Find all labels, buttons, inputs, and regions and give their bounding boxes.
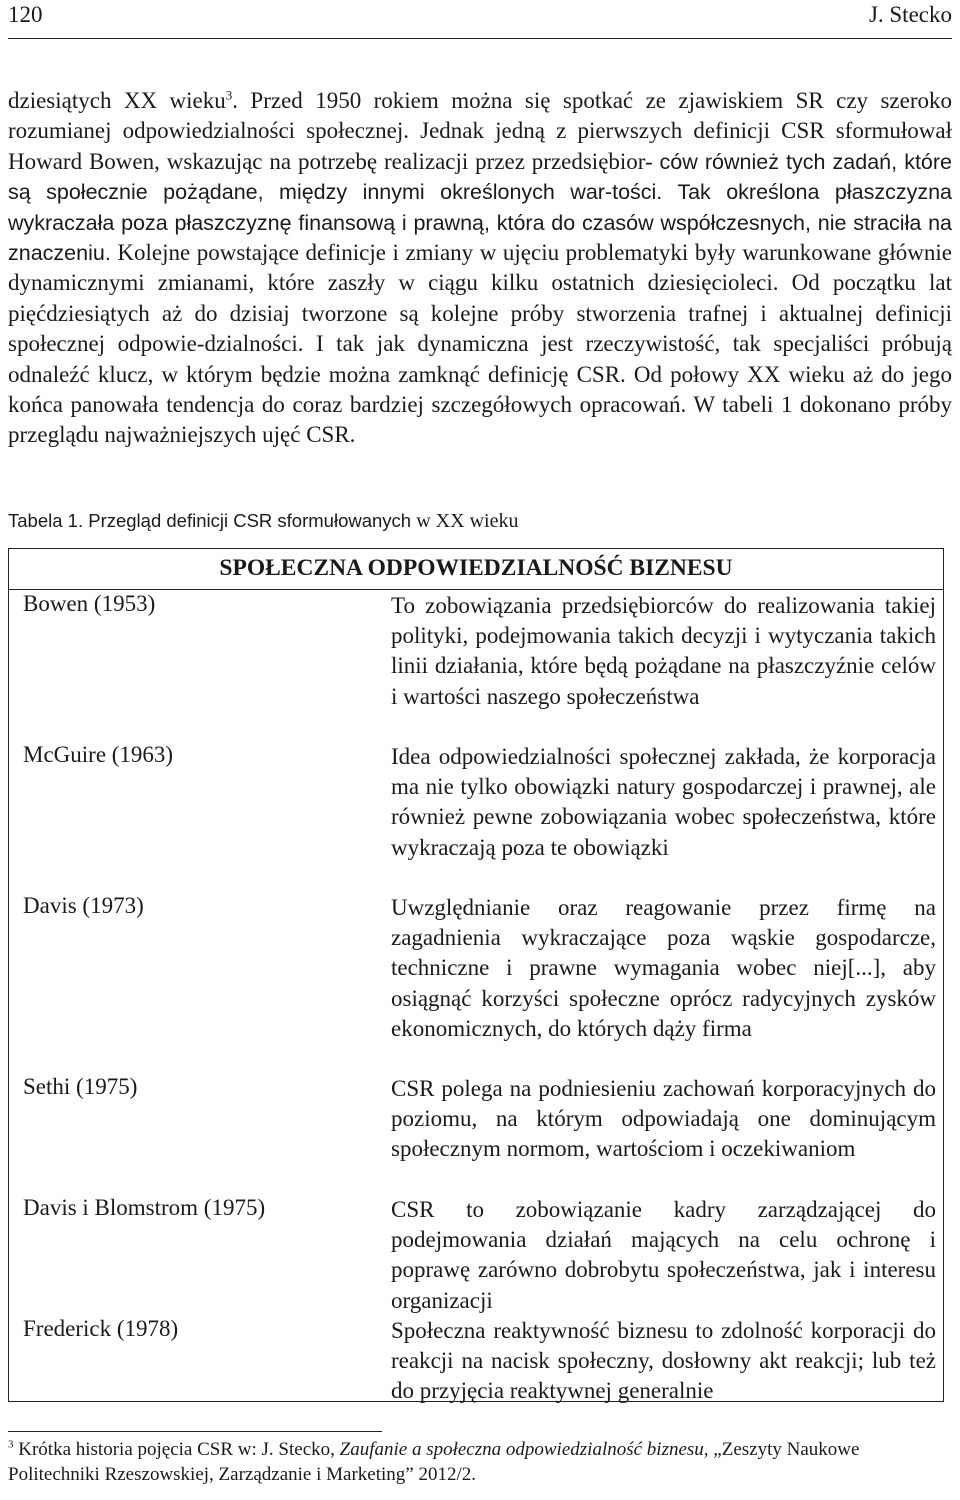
footnote-marker: 3 [8, 1438, 14, 1451]
author-frederick: Frederick (1978) [23, 1316, 179, 1341]
footnote [8, 1438, 952, 1487]
footnote-rule [8, 1431, 382, 1432]
caption-part-2: w XX wieku [416, 510, 519, 532]
footnote-title: Zaufanie a społeczna odpowiedzialność biznesu [339, 1439, 704, 1460]
body-sentence-1a: dziesiątych XX wieku [8, 88, 226, 113]
page-number: 120 [8, 2, 43, 27]
definition-davis-blomstrom: CSR to zobowiązanie kadry zarządzającej do podejmowania działań mających na celu ochronę i poprawę zarówno dobrobytu społeczeństwa, jak i interesu organizacji [391, 1197, 936, 1313]
definition-frederick: Społeczna reaktywność biznesu to zdolność korporacji do reakcji na nacisk społeczny, dosłowny akt reakcji; lub też do przyjęcia reaktywnej generalnie [391, 1318, 936, 1404]
table-divider [9, 589, 943, 590]
definitions-table [8, 548, 944, 1402]
running-author: J. Stecko [868, 2, 952, 27]
body-sentence-1b: . Przed 1950 rokiem można się spotkać ze zjawiskiem SR czy szeroko rozumianej odpowiedzialności społecznej. Jednak jedną z pierwszych definicji CSR sformułował Howard Bowen, wskazując na potrzebę realizacji przez przedsiębior- [8, 88, 952, 174]
author-davis: Davis (1973) [23, 893, 144, 918]
running-header [8, 0, 952, 39]
author-sethi: Sethi (1975) [23, 1074, 138, 1099]
footnote-text-2: , „Zeszyty Naukowe Politechniki Rzeszowskiej, Zarządzanie i Marketing” 2012/2. [8, 1439, 860, 1485]
body-sentence-4: Od początku lat pięćdziesiątych aż do dzisiaj tworzone są kolejne próby stworzenia trafnej i aktualnej definicji społecznej odpowie-dzialności. [8, 270, 952, 357]
body-sentence-5: I tak jak dynamiczna jest rzeczywistość, tak specjaliści próbują odnaleźć klucz, w którym będzie można zamknąć definicję CSR. Od połowy XX wieku aż do jego końca panowała tendencja do coraz bardziej szczegółowych opracowań. W tabeli 1 dokonano próby przeglądu najważniejszych ujęć CSR. [8, 331, 952, 448]
definition-bowen: To zobowiązania przedsiębiorców do realizowania takiej polityki, podejmowania takich decyzji i wytyczania takich linii działania, które będą pożądane na płaszczyźnie celów i wartości naszego społeczeństwa [391, 593, 936, 709]
author-mcguire: McGuire (1963) [23, 742, 174, 767]
body-sentence-3: Kolejne powstające definicje i zmiany w ujęciu problematyki były warunkowane głównie dynamicznymi zmianami, które zaszły w ciągu kilku ostatnich dziesięcioleci. [8, 240, 952, 296]
definition-davis: Uwzględnianie oraz reagowanie przez firmę na zagadnienia wykraczające poza wąskie gospodarcze, techniczne i prawne wymagania wobec niej[...], aby osiągnąć korzyści społeczne oprócz radycyjnych zysków ekonomicznych, do których dąży firma [391, 895, 936, 1041]
caption-part-1: Tabela 1. Przegląd definicji CSR sformułowanych [8, 510, 417, 531]
body-paragraph [8, 86, 952, 451]
definition-mcguire: Idea odpowiedzialności społecznej zakłada, że korporacja ma nie tylko obowiązki natury gospodarczej i prawnej, ale również pewne zobowiązania wobec społeczeństwa, które wykraczają poza te obowiązki [391, 744, 936, 860]
table-caption [8, 510, 518, 533]
footnote-text-1: Krótka historia pojęcia CSR w: J. Stecko, [13, 1439, 340, 1460]
author-davis-blomstrom: Davis i Blomstrom (1975) [23, 1195, 266, 1220]
definition-sethi: CSR polega na podniesieniu zachowań korporacyjnych do poziomu, na którym odpowiadają one dominującym społecznym normom, wartościom i oczekiwaniom [391, 1076, 936, 1162]
table-title: SPOŁECZNA ODPOWIEDZIALNOŚĆ BIZNESU [219, 555, 733, 581]
author-bowen: Bowen (1953) [23, 591, 156, 616]
footnote-ref[interactable]: 3 [225, 87, 233, 103]
body-sentence-2: ców również tych zadań, które są społecznie pożądane, między innymi określonych war-tości. Tak określona płaszczyzna wykraczała poza płaszczyznę finansową i prawną, która do czasów współczesnych, nie straciła na znaczeniu. [8, 149, 952, 266]
